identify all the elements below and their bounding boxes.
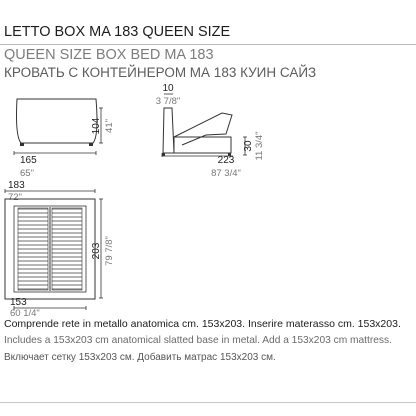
title-russian: КРОВАТЬ С КОНТЕЙНЕРОМ МА 183 КУИН САЙЗ <box>4 65 317 80</box>
front-width-cm: 165 <box>20 155 37 166</box>
front-width-in: 65" <box>20 168 34 179</box>
description-english: Includes a 153x203 cm anatomical slatted base in metal. Add a 153x203 cm mattress. <box>4 335 392 346</box>
title-english: QUEEN SIZE BOX BED MA 183 <box>4 47 214 63</box>
side-headboard-cm: 10 <box>162 83 174 94</box>
side-base-height-in: 11 3/4" <box>254 131 265 161</box>
front-foot-right <box>89 143 93 146</box>
front-foot-left <box>20 143 24 146</box>
side-headboard-in: 3 7/8" <box>155 96 181 107</box>
top-view <box>5 180 115 319</box>
side-headboard <box>163 108 174 153</box>
top-slats-right <box>52 208 82 290</box>
top-outer-width-in: 72" <box>8 192 22 203</box>
top-length-cm: 203 <box>91 242 102 260</box>
top-inner-width-in: 60 1/4" <box>10 308 40 319</box>
top-slats-left <box>18 208 48 290</box>
front-headboard-outline <box>17 99 98 143</box>
front-view <box>14 99 115 179</box>
top-inner-width-cm: 153 <box>10 297 27 308</box>
side-view <box>156 83 265 179</box>
footer-divider <box>0 402 416 403</box>
description-russian: Включает сетку 153х203 см. Добавить матрас 153х203 см. <box>4 352 276 363</box>
top-outer-width-cm: 183 <box>8 180 25 191</box>
description-italian: Comprende rete in metallo anatomica cm. 153x203. Inserire materasso cm. 153x203. <box>4 318 401 330</box>
side-lifted-frame <box>174 113 232 145</box>
top-length-in: 79 7/8" <box>104 236 115 266</box>
side-length-cm: 223 <box>217 155 235 166</box>
front-height-cm: 104 <box>91 117 102 135</box>
front-height-in: 41" <box>104 119 115 133</box>
title-italian: LETTO BOX MA 183 QUEEN SIZE <box>4 24 231 40</box>
side-length-in: 87 3/4" <box>211 168 241 179</box>
side-base-height-cm: 30 <box>243 140 254 152</box>
